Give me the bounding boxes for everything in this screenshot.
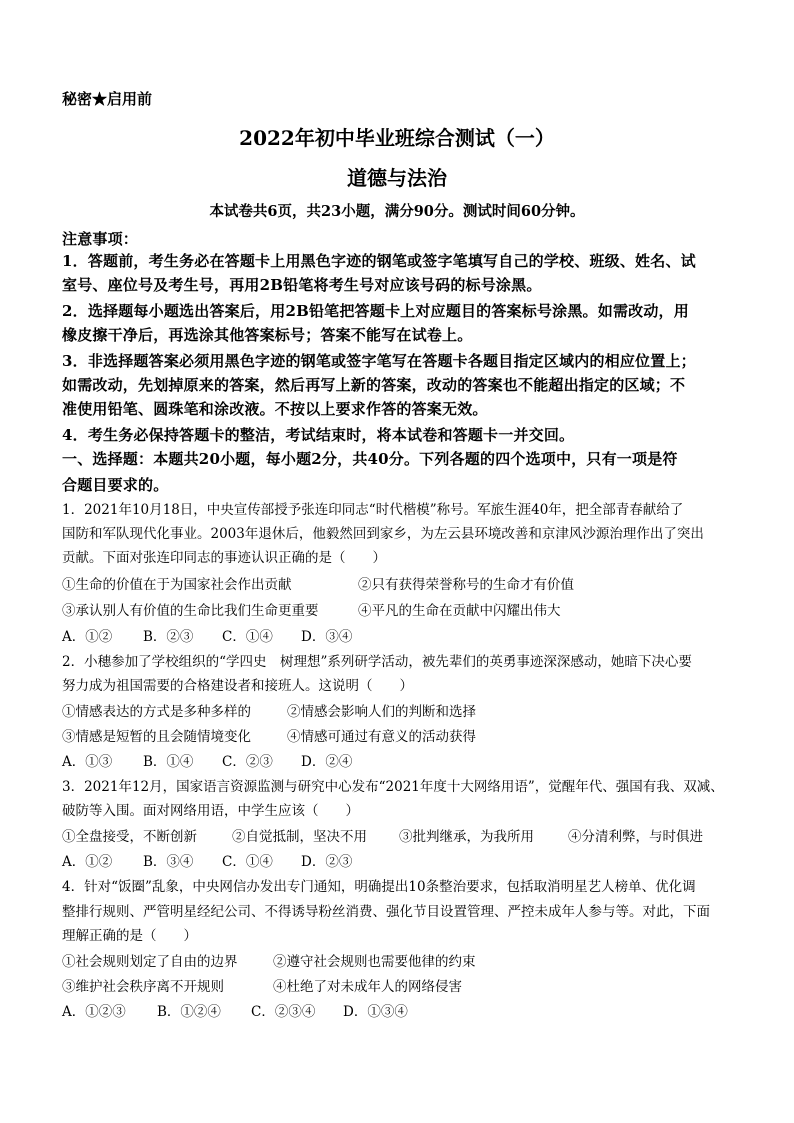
question-1-stem: 1．2021年10月18日，中央宣传部授予张连印同志“时代楷模”称号。军旅生涯40年，把全部青春献给了: [62, 502, 684, 518]
question-2-stem: 2．小穗参加了学校组织的“学四史 树理想”系列研学活动，被先辈们的英勇事迹深深感动，她暗下决心要: [62, 654, 692, 670]
question-4-option: ②遵守社会规则也需要他律的约束: [273, 954, 476, 970]
question-1-answer: D．③④: [301, 629, 353, 645]
note-line: 室号、座位号及考生号，再用2B铅笔将考生号对应该号码的标号涂黑。: [62, 276, 542, 294]
note-line: 准使用铅笔、圆珠笔和涂改液。不按以上要求作答的答案无效。: [62, 400, 488, 418]
question-4-stem: 4．针对“饭圈”乱象，中央网信办发出专门通知，明确提出10条整治要求，包括取消明星艺人榜单、优化调: [62, 879, 696, 895]
question-3-answer: C．①④: [222, 854, 273, 870]
section-heading: 合题目要求的。: [62, 476, 169, 494]
question-2-option: ①情感表达的方式是多种多样的: [62, 704, 251, 720]
question-1-option: ①生命的价值在于为国家社会作出贡献: [62, 577, 292, 593]
note-line: 4．考生务必保持答题卡的整洁，考试结束时，将本试卷和答题卡一并交回。: [62, 426, 575, 444]
question-3-answer: A．①②: [62, 854, 113, 870]
question-2-stem: 努力成为祖国需要的合格建设者和接班人。这说明（ ）: [62, 678, 413, 694]
note-line: 如需改动，先划掉原来的答案，然后再写上新的答案，改动的答案也不能超出指定的区域；不: [62, 376, 686, 394]
question-1-answer: A．①②: [62, 629, 113, 645]
question-1-option: ③承认别人有价值的生命比我们生命更重要: [62, 603, 319, 619]
subject-title: 道德与法治: [347, 166, 447, 190]
question-2-answer: D．②④: [301, 754, 353, 770]
question-2-option: ③情感是短暂的且会随情境变化: [62, 729, 251, 745]
question-4-stem: 理解正确的是（ ）: [62, 928, 197, 944]
question-3-answer: D．②③: [301, 854, 353, 870]
question-4-answer: C．②③④: [251, 1004, 316, 1020]
question-4-option: ③维护社会秩序离不开规则: [62, 979, 224, 995]
question-1-stem: 贡献。下面对张连印同志的事迹认识正确的是（ ）: [62, 550, 386, 566]
question-3-option: ②自觉抵制，坚决不用: [232, 829, 367, 845]
note-line: 3．非选择题答案必须用黑色字迹的钢笔或签字笔写在答题卡各题目指定区域内的相应位置上；: [62, 352, 696, 370]
question-3-option: ④分清利弊，与时俱进: [568, 829, 703, 845]
question-1-option: ④平凡的生命在贡献中闪耀出伟大: [358, 603, 561, 619]
question-4-option: ①社会规则划定了自由的边界: [62, 954, 238, 970]
question-2-answer: C．②③: [222, 754, 273, 770]
section-heading: 一、选择题：本题共20小题，每小题2分，共40分。下列各题的四个选项中，只有一项是符: [62, 450, 678, 468]
question-4-answer: A．①②③: [62, 1004, 126, 1020]
question-1-stem: 国防和军队现代化事业。2003年退休后，他毅然回到家乡，为左云县环境改善和京津风沙源治理作出了突出: [62, 526, 704, 542]
question-1-option: ②只有获得荣誉称号的生命才有价值: [358, 577, 574, 593]
secret-mark: 秘密★启用前: [62, 90, 153, 108]
exam-title: 2022年初中毕业班综合测试（一）: [239, 126, 555, 150]
question-1-answer: B．②③: [143, 629, 194, 645]
note-line: 橡皮擦干净后，再选涂其他答案标号；答案不能写在试卷上。: [62, 326, 473, 344]
question-3-stem: 3．2021年12月，国家语言资源监测与研究中心发布“2021年度十大网络用语”，觉醒年代、强国有我、双减、: [62, 779, 724, 795]
question-2-option: ②情感会影响人们的判断和选择: [287, 704, 476, 720]
question-4-stem: 整排行规则、严管明星经纪公司、不得诱导粉丝消费、强化节目设置管理、严控未成年人参与等。对此，下面: [62, 904, 710, 920]
question-2-option: ④情感可通过有意义的活动获得: [287, 729, 476, 745]
question-3-option: ③批判继承，为我所用: [399, 829, 534, 845]
note-line: 2．选择题每小题选出答案后，用2B铅笔把答题卡上对应题目的答案标号涂黑。如需改动，用: [62, 302, 689, 320]
question-2-answer: B．①④: [143, 754, 194, 770]
question-4-answer: D．①③④: [343, 1004, 408, 1020]
question-3-stem: 破防等入围。面对网络用语，中学生应该（ ）: [62, 803, 359, 819]
question-2-answer: A．①③: [62, 754, 113, 770]
question-4-answer: B．①②④: [157, 1004, 221, 1020]
exam-info: 本试卷共6页，共23小题，满分90分。测试时间60分钟。: [209, 203, 585, 220]
question-3-answer: B．③④: [143, 854, 194, 870]
note-line: 1．答题前，考生务必在答题卡上用黑色字迹的钢笔或签字笔填写自己的学校、班级、姓名、试: [62, 252, 696, 270]
question-3-option: ①全盘接受，不断创新: [62, 829, 197, 845]
question-4-option: ④杜绝了对未成年人的网络侵害: [273, 979, 462, 995]
question-1-answer: C．①④: [222, 629, 273, 645]
notes-heading: 注意事项：: [62, 230, 139, 248]
